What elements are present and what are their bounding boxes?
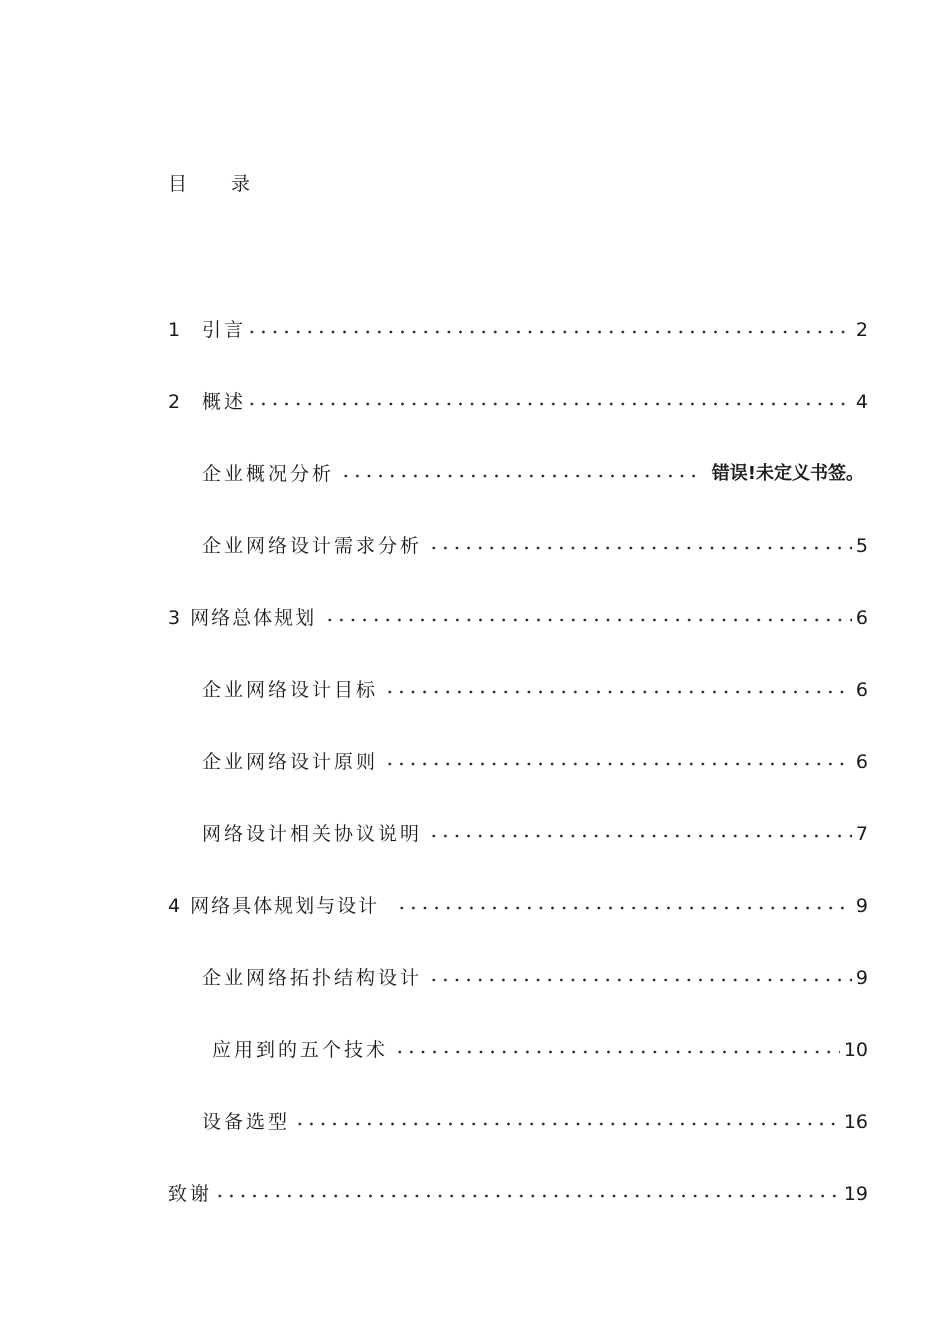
toc-entry-page: 6 — [852, 676, 868, 704]
toc-entry[interactable] — [0, 1036, 950, 1064]
toc-entry-page: 2 — [852, 316, 868, 344]
toc-entry-page: 7 — [852, 820, 868, 848]
toc-leader-dots — [428, 545, 854, 551]
toc-entry-label: 网络设计相关协议说明 — [202, 820, 426, 848]
toc-leader-dots — [340, 473, 700, 479]
toc-entry[interactable] — [0, 820, 950, 848]
toc-entry-label: 概述 — [202, 388, 250, 416]
toc-entry-page: 16 — [840, 1108, 868, 1136]
toc-entry-page-error: 错误!未定义书签。 — [708, 460, 864, 488]
toc-leader-dots — [246, 329, 854, 335]
toc-leader-dots — [246, 401, 854, 407]
toc-entry[interactable] — [0, 388, 950, 416]
toc-entry-page: 4 — [852, 388, 868, 416]
toc-entry-page: 19 — [840, 1180, 868, 1208]
toc-title-char-2: 录 — [231, 173, 251, 195]
toc-entry[interactable] — [0, 964, 950, 992]
toc-title-char-1: 目 — [168, 173, 188, 195]
toc-entry-label: 企业网络设计原则 — [202, 748, 382, 776]
toc-entry-label: 引言 — [202, 316, 250, 344]
toc-leader-dots — [428, 977, 854, 983]
toc-entry[interactable] — [0, 532, 950, 560]
toc-entry-label: 企业网络设计需求分析 — [202, 532, 426, 560]
toc-entry-label: 3 网络总体规划 — [168, 604, 320, 632]
toc-leader-dots — [384, 761, 854, 767]
toc-entry-page: 10 — [840, 1036, 868, 1064]
toc-entry[interactable] — [0, 892, 950, 920]
toc-entry-label: 应用到的五个技术 — [212, 1036, 392, 1064]
toc-leader-dots — [396, 905, 854, 911]
toc-entry[interactable] — [0, 676, 950, 704]
toc-entry[interactable] — [0, 604, 950, 632]
toc-entry-page: 9 — [852, 892, 868, 920]
toc-leader-dots — [324, 617, 854, 623]
toc-entry[interactable] — [0, 460, 950, 488]
toc-entry-label: 4 网络具体规划与设计 — [168, 892, 383, 920]
toc-title — [168, 172, 250, 196]
toc-entry-number: 1 — [168, 319, 181, 341]
toc-entry-label: 设备选型 — [202, 1108, 294, 1136]
toc-entry-label: 企业网络拓扑结构设计 — [202, 964, 426, 992]
toc-entry-page: 9 — [852, 964, 868, 992]
toc-entry-page: 5 — [852, 532, 868, 560]
toc-leader-dots — [384, 689, 854, 695]
toc-leader-dots — [214, 1193, 840, 1199]
toc-entry-number: 2 — [168, 391, 181, 413]
toc-entry[interactable] — [0, 316, 950, 344]
toc-entry-label: 企业网络设计目标 — [202, 676, 382, 704]
toc-entry-label: 企业概况分析 — [202, 460, 338, 488]
toc-entry[interactable] — [0, 1108, 950, 1136]
toc-entry[interactable] — [0, 1180, 950, 1208]
toc-leader-dots — [294, 1121, 840, 1127]
toc-entry-page: 6 — [852, 604, 868, 632]
toc-entry[interactable] — [0, 748, 950, 776]
toc-leader-dots — [394, 1049, 840, 1055]
toc-entry-label: 致谢 — [168, 1180, 216, 1208]
toc-leader-dots — [428, 833, 854, 839]
toc-entry-page: 6 — [852, 748, 868, 776]
